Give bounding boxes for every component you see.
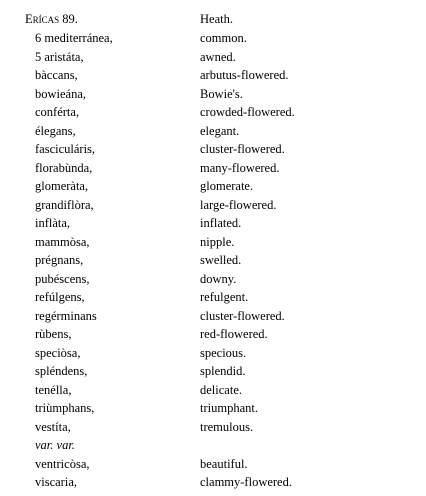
list-item	[0, 325, 426, 343]
species-english-name: downy.	[200, 271, 237, 286]
species-english-name: inflated.	[200, 216, 242, 230]
species-english-name: glomerate.	[200, 179, 254, 193]
species-english-name: splendid.	[200, 364, 246, 378]
list-item	[0, 66, 426, 84]
species-english-name: clammy-flowered.	[200, 475, 292, 489]
species-english-name: swelled.	[200, 253, 242, 267]
species-latin-name: refúlgens,	[35, 290, 85, 304]
species-english-name: elegant.	[200, 123, 240, 138]
list-item	[0, 381, 426, 399]
species-latin-name: mammòsa,	[35, 234, 90, 249]
list-item	[0, 29, 426, 47]
list-item	[0, 196, 426, 214]
list-item	[0, 362, 426, 380]
list-item	[0, 122, 426, 140]
species-english-name: awned.	[200, 49, 236, 64]
species-english-name: specious.	[200, 345, 247, 360]
genus-english-name: Heath.	[200, 12, 233, 26]
species-english-name: cluster-flowered.	[200, 142, 285, 156]
list-item	[0, 251, 426, 269]
species-english-name: arbutus-flowered.	[200, 68, 289, 82]
list-item	[0, 270, 426, 288]
species-english-name: red-flowered.	[200, 327, 268, 341]
species-english-name: refulgent.	[200, 290, 249, 304]
species-english-name: beautiful.	[200, 456, 248, 471]
list-item	[0, 159, 426, 177]
list-item	[0, 177, 426, 195]
list-item	[0, 214, 426, 232]
list-item	[0, 418, 426, 436]
list-item	[0, 48, 426, 66]
species-latin-name: vestíta,	[35, 419, 71, 434]
species-latin-name: bàccans,	[35, 68, 78, 82]
list-item	[0, 344, 426, 362]
list-item	[0, 436, 426, 454]
species-latin-name: conférta,	[35, 105, 80, 119]
list-item	[0, 307, 426, 325]
species-latin-name: prégnans,	[35, 253, 84, 267]
variety-note: var. var.	[35, 438, 75, 452]
list-item	[0, 455, 426, 473]
species-english-name: large-flowered.	[200, 197, 277, 212]
species-latin-name: glomeràta,	[35, 179, 89, 193]
species-latin-name: speciòsa,	[35, 345, 81, 360]
list-item	[0, 103, 426, 121]
list-item	[0, 140, 426, 158]
species-latin-name: ventricòsa,	[35, 456, 90, 471]
species-latin-name: pubéscens,	[35, 271, 90, 286]
species-latin-name: regérminans	[35, 308, 97, 323]
genus-name: Erícas 89.	[25, 12, 78, 26]
species-latin-name: bowieána,	[35, 86, 87, 101]
species-latin-name: grandiflòra,	[35, 197, 94, 212]
species-english-name: triumphant.	[200, 401, 258, 415]
list-item	[0, 288, 426, 306]
species-english-name: cluster-flowered.	[200, 308, 285, 323]
species-latin-name: 6 mediterránea,	[35, 31, 113, 45]
species-latin-name: rùbens,	[35, 327, 72, 341]
list-item	[0, 399, 426, 417]
species-english-name: tremulous.	[200, 419, 254, 434]
species-english-name: nipple.	[200, 234, 235, 249]
species-latin-name: fasciculáris,	[35, 142, 96, 156]
list-item	[0, 85, 426, 103]
species-english-name: crowded-flowered.	[200, 105, 295, 119]
species-latin-name: 5 aristáta,	[35, 49, 84, 64]
species-latin-name: élegans,	[35, 123, 76, 138]
species-latin-name: tenélla,	[35, 382, 72, 397]
species-english-name: common.	[200, 31, 247, 45]
list-item	[0, 473, 426, 491]
genus-header-row	[0, 10, 426, 28]
species-latin-name: spléndens,	[35, 364, 88, 378]
species-latin-name: inflàta,	[35, 216, 71, 230]
list-item	[0, 233, 426, 251]
species-latin-name: triùmphans,	[35, 401, 95, 415]
species-english-name: Bowie's.	[200, 86, 243, 101]
species-latin-name: viscaria,	[35, 475, 77, 489]
species-english-name: delicate.	[200, 382, 242, 397]
species-latin-name: florabùnda,	[35, 160, 93, 175]
species-english-name: many-flowered.	[200, 160, 280, 175]
